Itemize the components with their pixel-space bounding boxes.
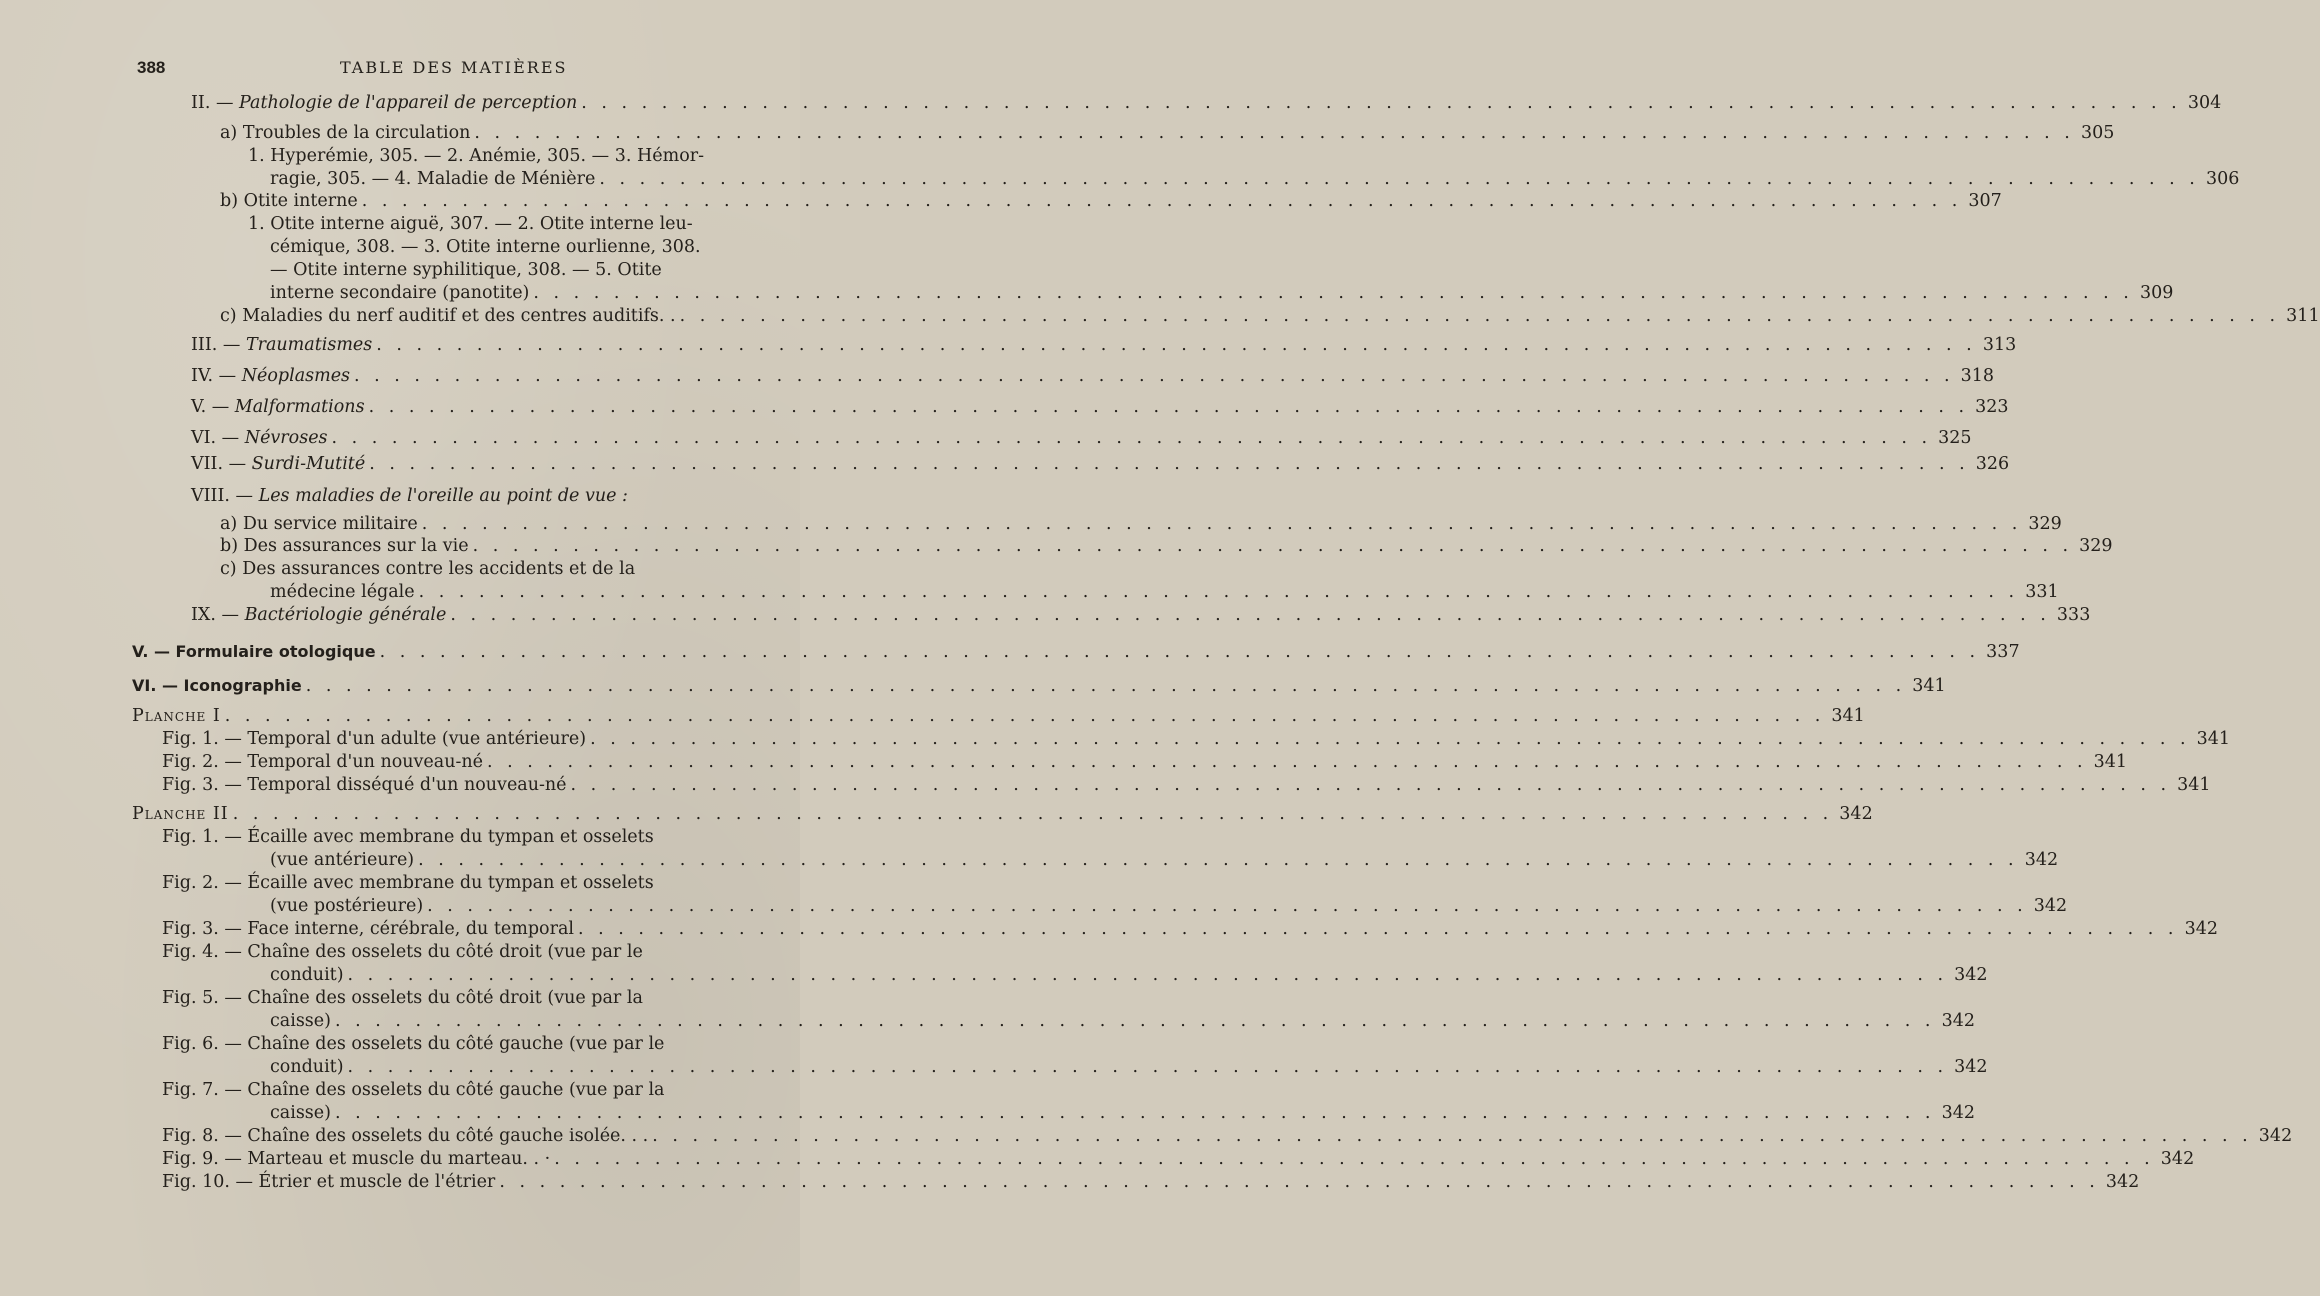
- toc-entry: [162, 987, 768, 1009]
- toc-entry-title: caisse): [270, 1103, 331, 1123]
- leader-dots: . . . . . . . . . . . . . . . . . . . . . . . . . . . . . . . . . . . . . . . . . . . . . . . . . . . . . . . . . . . . . . . . . . . . . . . . . . . . . . . .: [427, 896, 2028, 916]
- toc-page-number: 342: [2184, 919, 2218, 939]
- toc-entry: [191, 485, 768, 507]
- toc-entry-title: Surdi-Mutité: [251, 454, 366, 474]
- leader-dots: . . . . . . . . . . . . . . . . . . . . . . . . . . . . . . . . . . . . . . . . . . . . . . . . . . . . . . . . . . . . . . . . . . . . . . . . . . . . . . . .: [379, 642, 1980, 662]
- toc-page-number: 341: [1912, 676, 1946, 696]
- toc-entry-title: Écaille avec membrane du tympan et osselets: [247, 827, 654, 847]
- toc-entry-title: Malformations: [234, 397, 365, 417]
- toc-entry-prefix: b): [220, 536, 244, 556]
- toc-entry-title: (vue antérieure): [270, 850, 415, 870]
- leader-dots: . . . . . . . . . . . . . . . . . . . . . . . . . . . . . . . . . . . . . . . . . . . . . . . . . . . . . . . . . . . . . . . . . . . . . . . . . . . . . . . .: [652, 1126, 2253, 1146]
- toc-page-number: 342: [2024, 850, 2059, 870]
- toc-entry-text: [220, 305, 676, 327]
- toc-entry-title: Chaîne des osselets du côté droit (vue par le: [247, 942, 643, 962]
- toc-entry-title: Planche II: [132, 804, 229, 824]
- toc-entry-text: [162, 1125, 648, 1147]
- toc-entry-title: Bactériologie générale: [244, 605, 447, 625]
- toc-entry-title: Temporal d'un nouveau-né: [247, 752, 484, 772]
- toc-entry-text: [191, 396, 365, 418]
- toc-entry-text: [220, 513, 418, 535]
- toc-entry-prefix: II. —: [191, 93, 240, 113]
- toc-entry-title: Névroses: [244, 428, 328, 448]
- toc-entry: [220, 122, 2115, 144]
- toc-entry: [220, 305, 2320, 327]
- toc-entry-title: 1. Otite interne aiguë, 307. — 2. Otite interne leu-: [248, 214, 693, 234]
- toc-entry: [191, 334, 2017, 356]
- toc-entry-text: [132, 675, 302, 697]
- toc-page-number: 342: [2105, 1172, 2140, 1192]
- toc-entry: [191, 453, 2010, 475]
- toc-page-number: 342: [1954, 965, 1988, 985]
- toc-entry: [248, 213, 768, 235]
- toc-entry-text: [191, 485, 628, 507]
- leader-dots: . . . . . . . . . . . . . . . . . . . . . . . . . . . . . . . . . . . . . . . . . . . . . . . . . . . . . . . . . . . . . . . . . . . . . . . . . . . . . . . .: [499, 1172, 2100, 1192]
- toc-entry-prefix: Fig. 3. —: [162, 919, 248, 939]
- leader-dots: . . . . . . . . . . . . . . . . . . . . . . . . . . . . . . . . . . . . . . . . . . . . . . . . . . . . . . . . . . . . . . . . . . . . . . . . . . . . . . . .: [679, 306, 2280, 326]
- leader-dots: . . . . . . . . . . . . . . . . . . . . . . . . . . . . . . . . . . . . . . . . . . . . . . . . . . . . . . . . . . . . . . . . . . . . . . . . . . . . . . . .: [474, 123, 2075, 143]
- toc-entry-text: [270, 581, 415, 603]
- toc-entry-prefix: c): [220, 559, 243, 579]
- leader-dots: . . . . . . . . . . . . . . . . . . . . . . . . . . . . . . . . . . . . . . . . . . . . . . . . . . . . . . . . . . . . . . . . . . . . . . . . . . . . . . . .: [570, 775, 2171, 795]
- leader-dots: . . . . . . . . . . . . . . . . . . . . . . . . . . . . . . . . . . . . . . . . . . . . . . . . . . . . . . . . . . . . . . . . . . . . . . . . . . . . . . . .: [354, 366, 1955, 386]
- toc-entry: [191, 365, 1995, 387]
- toc-entry-title: Marteau et muscle du marteau. . ·: [247, 1149, 551, 1169]
- leader-dots: . . . . . . . . . . . . . . . . . . . . . . . . . . . . . . . . . . . . . . . . . . . . . . . . . . . . . . . . . . . . . . . . . . . . . . . . . . . . . . . .: [590, 729, 2191, 749]
- toc-entry-text: [162, 1148, 550, 1170]
- toc-entry-text: [270, 282, 529, 304]
- toc-entry: [270, 895, 2068, 917]
- toc-entry: [162, 826, 768, 848]
- toc-entry-prefix: Fig. 8. —: [162, 1126, 248, 1146]
- toc-entry: [162, 1171, 2140, 1193]
- leader-dots: . . . . . . . . . . . . . . . . . . . . . . . . . . . . . . . . . . . . . . . . . . . . . . . . . . . . . . . . . . . . . . . . . . . . . . . . . . . . . . . .: [472, 536, 2073, 556]
- toc-entry: [162, 774, 2211, 796]
- toc-entry-text: [162, 728, 586, 750]
- toc-entry: [132, 705, 1865, 727]
- toc-entry-text: [162, 826, 654, 848]
- toc-entry-title: Troubles de la circulation: [242, 123, 471, 143]
- toc-entry: [162, 751, 2128, 773]
- toc-entry-text: [248, 145, 704, 167]
- toc-entry-text: [162, 987, 643, 1009]
- toc-entry-text: [162, 918, 574, 940]
- leader-dots: . . . . . . . . . . . . . . . . . . . . . . . . . . . . . . . . . . . . . . . . . . . . . . . . . . . . . . . . . . . . . . . . . . . . . . . . . . . . . . . .: [578, 919, 2178, 939]
- toc-entry-title: ragie, 305. — 4. Maladie de Ménière: [270, 169, 596, 189]
- toc-entry-text: [191, 365, 350, 387]
- toc-entry-title: Écaille avec membrane du tympan et osselets: [247, 873, 654, 893]
- toc-entry-text: [162, 751, 483, 773]
- toc-entry-prefix: IV. —: [191, 366, 242, 386]
- leader-dots: . . . . . . . . . . . . . . . . . . . . . . . . . . . . . . . . . . . . . . . . . . . . . . . . . . . . . . . . . . . . . . . . . . . . . . . . . . . . . . . .: [334, 1011, 1935, 1031]
- toc-entry: [220, 513, 2062, 535]
- toc-entry: [270, 259, 768, 281]
- page-number: 388: [137, 58, 166, 77]
- leader-dots: . . . . . . . . . . . . . . . . . . . . . . . . . . . . . . . . . . . . . . . . . . . . . . . . . . . . . . . . . . . . . . . . . . . . . . . . . . . . . . . .: [305, 676, 1906, 696]
- toc-page-number: 342: [2160, 1149, 2195, 1169]
- toc-entry: [191, 92, 2222, 114]
- toc-entry-prefix: Fig. 5. —: [162, 988, 248, 1008]
- toc-page-number: 329: [2079, 536, 2113, 556]
- toc-entry-prefix: Fig. 2. —: [162, 873, 248, 893]
- toc-entry-prefix: Fig. 1. —: [162, 729, 248, 749]
- toc-entry-text: [270, 849, 414, 871]
- toc-page-number: 323: [1975, 397, 2009, 417]
- toc-entry-text: [132, 803, 229, 825]
- toc-entry: [162, 1033, 768, 1055]
- leader-dots: . . . . . . . . . . . . . . . . . . . . . . . . . . . . . . . . . . . . . . . . . . . . . . . . . . . . . . . . . . . . . . . . . . . . . . . . . . . . . . . .: [361, 191, 1962, 211]
- leader-dots: . . . . . . . . . . . . . . . . . . . . . . . . . . . . . . . . . . . . . . . . . . . . . . . . . . . . . . . . . . . . . . . . . . . . . . . . . . . . . . . .: [232, 804, 1833, 824]
- toc-page-number: 342: [1839, 804, 1873, 824]
- leader-dots: . . . . . . . . . . . . . . . . . . . . . . . . . . . . . . . . . . . . . . . . . . . . . . . . . . . . . . . . . . . . . . . . . . . . . . . . . . . . . . . .: [376, 335, 1977, 355]
- toc-page-number: 306: [2205, 169, 2240, 189]
- toc-entry-title: conduit): [270, 965, 344, 985]
- toc-entry-title: (vue postérieure): [270, 896, 424, 916]
- toc-entry-prefix: VII. —: [191, 454, 252, 474]
- leader-dots: . . . . . . . . . . . . . . . . . . . . . . . . . . . . . . . . . . . . . . . . . . . . . . . . . . . . . . . . . . . . . . . . . . . . . . . . . . . . . . . .: [224, 706, 1825, 726]
- toc-entry-title: Temporal disséqué d'un nouveau-né: [247, 775, 567, 795]
- leader-dots: . . . . . . . . . . . . . . . . . . . . . . . . . . . . . . . . . . . . . . . . . . . . . . . . . . . . . . . . . . . . . . . . . . . . . . . . . . . . . . . .: [418, 850, 2019, 870]
- toc-entry-text: [270, 964, 344, 986]
- toc-entry: [270, 1056, 1988, 1078]
- toc-entry-title: Des assurances contre les accidents et de la: [242, 559, 636, 579]
- toc-entry-title: Les maladies de l'oreille au point de vue :: [258, 486, 628, 506]
- toc-entry-text: [270, 168, 595, 190]
- toc-entry-title: conduit): [270, 1057, 344, 1077]
- toc-entry-title: Chaîne des osselets du côté gauche (vue par le: [247, 1034, 665, 1054]
- toc-page-number: 333: [2056, 605, 2091, 625]
- toc-entry: [162, 1079, 768, 1101]
- toc-entry: [162, 728, 2231, 750]
- leader-dots: . . . . . . . . . . . . . . . . . . . . . . . . . . . . . . . . . . . . . . . . . . . . . . . . . . . . . . . . . . . . . . . . . . . . . . . . . . . . . . . .: [599, 169, 2200, 189]
- toc-entry: [191, 427, 1972, 449]
- toc-entry-text: [220, 558, 635, 580]
- toc-entry-text: [270, 236, 701, 258]
- toc-entry-text: [270, 1102, 331, 1124]
- toc-entry-title: Des assurances sur la vie: [243, 536, 469, 556]
- toc-page-number: 341: [2196, 729, 2231, 749]
- toc-entry: [162, 1148, 2195, 1170]
- toc-entry-prefix: Fig. 4. —: [162, 942, 248, 962]
- toc-entry-prefix: Fig. 10. —: [162, 1172, 259, 1192]
- toc-entry-text: [270, 1056, 344, 1078]
- toc-page-number: 337: [1986, 642, 2020, 662]
- toc-page-number: 341: [2093, 752, 2128, 772]
- toc-entry-title: Temporal d'un adulte (vue antérieure): [247, 729, 587, 749]
- toc-page-number: 311: [2286, 306, 2320, 326]
- toc-entry: [270, 849, 2059, 871]
- toc-entry-text: [220, 122, 470, 144]
- toc-entry-prefix: VI. —: [191, 428, 245, 448]
- toc-page-number: 331: [2025, 582, 2059, 602]
- toc-entry-title: V. — Formulaire otologique: [132, 642, 376, 661]
- toc-entry-title: — Otite interne syphilitique, 308. — 5. Otite: [270, 260, 662, 280]
- toc-entry-title: cémique, 308. — 3. Otite interne ourlienne, 308.: [270, 237, 701, 257]
- toc-entry: [270, 1102, 1975, 1124]
- toc-entry-title: Otite interne: [243, 191, 358, 211]
- toc-entry-title: Face interne, cérébrale, du temporal: [247, 919, 574, 939]
- toc-entry-text: [270, 895, 423, 917]
- toc-entry-title: médecine légale: [270, 582, 415, 602]
- toc-entry-title: Chaîne des osselets du côté gauche isolée. . .: [247, 1126, 649, 1146]
- toc-entry-prefix: Fig. 9. —: [162, 1149, 248, 1169]
- toc-entry-title: Chaîne des osselets du côté gauche (vue par la: [247, 1080, 665, 1100]
- toc-entry: [162, 1125, 2293, 1147]
- toc-entry: [270, 168, 2240, 190]
- toc-entry: [191, 604, 2091, 626]
- leader-dots: . . . . . . . . . . . . . . . . . . . . . . . . . . . . . . . . . . . . . . . . . . . . . . . . . . . . . . . . . . . . . . . . . . . . . . . . . . . . . . . .: [369, 454, 1970, 474]
- toc-entry-title: 1. Hyperémie, 305. — 2. Anémie, 305. — 3. Hémor-: [248, 146, 705, 166]
- leader-dots: . . . . . . . . . . . . . . . . . . . . . . . . . . . . . . . . . . . . . . . . . . . . . . . . . . . . . . . . . . . . . . . . . . . . . . . . . . . . . . . .: [418, 582, 2019, 602]
- toc-page-number: 305: [2080, 123, 2115, 143]
- toc-entry: [270, 964, 1988, 986]
- toc-page-number: 318: [1960, 366, 1995, 386]
- toc-entry: [270, 581, 2059, 603]
- toc-entry-text: [162, 774, 567, 796]
- page-header: [0, 56, 800, 86]
- toc-entry-title: VI. — Iconographie: [132, 676, 302, 695]
- running-title: TABLE DES MATIÈRES: [340, 58, 568, 77]
- toc-entry-title: Planche I: [132, 706, 221, 726]
- toc-entry: [162, 918, 2218, 940]
- leader-dots: . . . . . . . . . . . . . . . . . . . . . . . . . . . . . . . . . . . . . . . . . . . . . . . . . . . . . . . . . . . . . . . . . . . . . . . . . . . . . . . .: [368, 397, 1969, 417]
- toc-entry: [220, 535, 2113, 557]
- toc-entry-prefix: Fig. 2. —: [162, 752, 248, 772]
- toc-entry-text: [248, 213, 693, 235]
- toc-entry: [270, 236, 768, 258]
- toc-entry-text: [191, 604, 446, 626]
- toc-entry: [132, 803, 1873, 825]
- toc-page-number: 342: [1954, 1057, 1988, 1077]
- toc-entry-text: [162, 941, 643, 963]
- leader-dots: . . . . . . . . . . . . . . . . . . . . . . . . . . . . . . . . . . . . . . . . . . . . . . . . . . . . . . . . . . . . . . . . . . . . . . . . . . . . . . . .: [554, 1149, 2155, 1169]
- toc-entry: [270, 282, 2174, 304]
- toc-entry: [270, 1010, 1975, 1032]
- toc-entry-prefix: Fig. 1. —: [162, 827, 248, 847]
- toc-entry-text: [270, 259, 662, 281]
- leader-dots: . . . . . . . . . . . . . . . . . . . . . . . . . . . . . . . . . . . . . . . . . . . . . . . . . . . . . . . . . . . . . . . . . . . . . . . . . . . . . . . .: [421, 514, 2022, 534]
- toc-entry-prefix: VIII. —: [191, 486, 259, 506]
- toc-entry: [220, 558, 768, 580]
- leader-dots: . . . . . . . . . . . . . . . . . . . . . . . . . . . . . . . . . . . . . . . . . . . . . . . . . . . . . . . . . . . . . . . . . . . . . . . . . . . . . . . .: [334, 1103, 1935, 1123]
- toc-entry-prefix: III. —: [191, 335, 246, 355]
- toc-page-number: 329: [2028, 514, 2062, 534]
- toc-page-number: 313: [1982, 335, 2017, 355]
- toc-entry-prefix: IX. —: [191, 605, 245, 625]
- toc-page-number: 342: [2258, 1126, 2293, 1146]
- toc-entry-title: Du service militaire: [242, 514, 418, 534]
- toc-entry: [132, 675, 1946, 697]
- toc-entry-prefix: b): [220, 191, 244, 211]
- toc-page-number: 342: [1941, 1103, 1975, 1123]
- toc-entry-text: [191, 453, 365, 475]
- leader-dots: . . . . . . . . . . . . . . . . . . . . . . . . . . . . . . . . . . . . . . . . . . . . . . . . . . . . . . . . . . . . . . . . . . . . . . . . . . . . . . . .: [581, 93, 2182, 113]
- toc-entry-text: [132, 641, 376, 663]
- toc-entry-text: [162, 872, 654, 894]
- toc-entry-text: [220, 190, 358, 212]
- toc-entry-prefix: a): [220, 123, 243, 143]
- toc-entry-text: [132, 705, 221, 727]
- toc-entry-title: Chaîne des osselets du côté droit (vue par la: [247, 988, 643, 1008]
- toc-entry-prefix: V. —: [191, 397, 235, 417]
- toc-page-number: 326: [1975, 454, 2010, 474]
- toc-entry-text: [162, 1079, 664, 1101]
- leader-dots: . . . . . . . . . . . . . . . . . . . . . . . . . . . . . . . . . . . . . . . . . . . . . . . . . . . . . . . . . . . . . . . . . . . . . . . . . . . . . . . .: [533, 283, 2134, 303]
- toc-entry-prefix: a): [220, 514, 243, 534]
- toc-page-number: 307: [1968, 191, 2002, 211]
- leader-dots: . . . . . . . . . . . . . . . . . . . . . . . . . . . . . . . . . . . . . . . . . . . . . . . . . . . . . . . . . . . . . . . . . . . . . . . . . . . . . . . .: [331, 428, 1932, 448]
- toc-page-number: 341: [2177, 775, 2211, 795]
- toc-entry-title: Traumatismes: [245, 335, 373, 355]
- toc-entry: [162, 941, 768, 963]
- toc-entry: [191, 396, 2009, 418]
- toc-entry-text: [162, 1171, 495, 1193]
- toc-entry-prefix: Fig. 6. —: [162, 1034, 248, 1054]
- toc-entry-text: [191, 427, 328, 449]
- toc-page-number: 341: [1831, 706, 1865, 726]
- toc-entry-title: Maladies du nerf auditif et des centres auditifs. .: [242, 306, 676, 326]
- toc-entry-prefix: c): [220, 306, 243, 326]
- toc-entry-text: [270, 1010, 331, 1032]
- toc-page-number: 309: [2139, 283, 2174, 303]
- toc-entry-text: [220, 535, 469, 557]
- toc-entry-title: Pathologie de l'appareil de perception: [239, 93, 578, 113]
- toc-page-number: 325: [1938, 428, 1972, 448]
- toc-entry: [220, 190, 2002, 212]
- toc-page-number: 342: [2033, 896, 2068, 916]
- toc-entry-prefix: Fig. 3. —: [162, 775, 248, 795]
- toc-entry-text: [191, 334, 372, 356]
- toc-entry-text: [191, 92, 577, 114]
- leader-dots: . . . . . . . . . . . . . . . . . . . . . . . . . . . . . . . . . . . . . . . . . . . . . . . . . . . . . . . . . . . . . . . . . . . . . . . . . . . . . . . .: [347, 1057, 1948, 1077]
- leader-dots: . . . . . . . . . . . . . . . . . . . . . . . . . . . . . . . . . . . . . . . . . . . . . . . . . . . . . . . . . . . . . . . . . . . . . . . . . . . . . . . .: [487, 752, 2088, 772]
- toc-entry-text: [162, 1033, 664, 1055]
- toc-entry: [132, 641, 2020, 663]
- toc-entry: [248, 145, 768, 167]
- toc-page-number: 342: [1941, 1011, 1975, 1031]
- toc-entry-title: interne secondaire (panotite): [270, 283, 530, 303]
- toc-entry-title: Étrier et muscle de l'étrier: [258, 1172, 496, 1192]
- leader-dots: . . . . . . . . . . . . . . . . . . . . . . . . . . . . . . . . . . . . . . . . . . . . . . . . . . . . . . . . . . . . . . . . . . . . . . . . . . . . . . . .: [450, 605, 2051, 625]
- toc-entry-title: caisse): [270, 1011, 331, 1031]
- toc-entry: [162, 872, 768, 894]
- toc-entry-prefix: Fig. 7. —: [162, 1080, 248, 1100]
- toc-entry-title: Néoplasmes: [241, 366, 351, 386]
- toc-page-number: 304: [2187, 93, 2222, 113]
- leader-dots: . . . . . . . . . . . . . . . . . . . . . . . . . . . . . . . . . . . . . . . . . . . . . . . . . . . . . . . . . . . . . . . . . . . . . . . . . . . . . . . .: [347, 965, 1948, 985]
